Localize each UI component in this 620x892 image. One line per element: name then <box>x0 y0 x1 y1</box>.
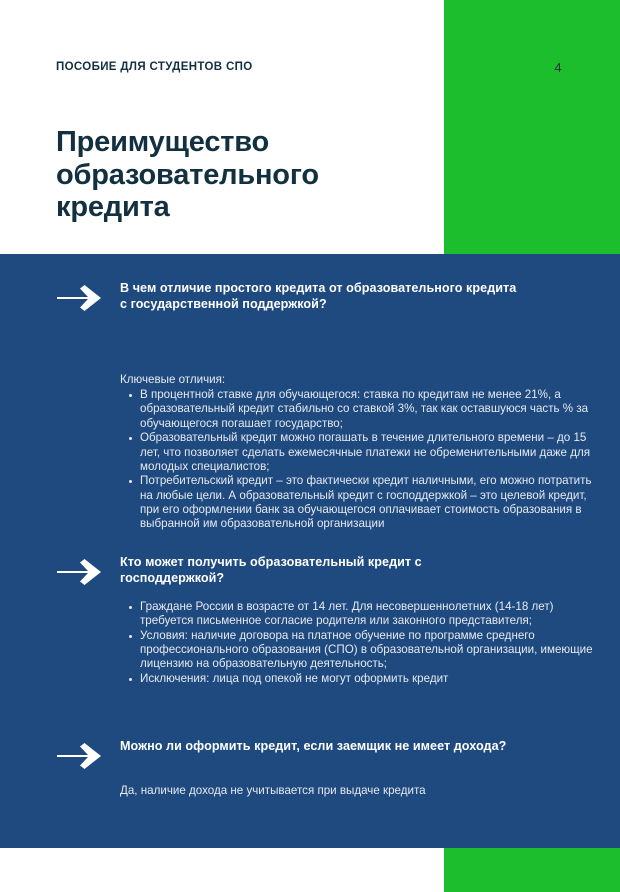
list-item: Условия: наличие договора на платное обучение по программе среднего профессионального образования (СПО) в образовательной организации, имеющие лицензию на образовательную деятельность; <box>140 629 604 672</box>
qa-answer <box>120 784 604 798</box>
qa-question: Кто может получить образовательный кредит с господдержкой? <box>120 555 422 585</box>
list-item: В процентной ставке для обучающегося: ставка по кредитам не менее 21%, а образовательный кредит стабильно со ставкой 3%, так как оставшуюся часть % за обучающегося погашает государство; <box>140 388 604 431</box>
page-title: Преимущество образовательного кредита <box>56 126 319 223</box>
qa-answer <box>120 373 604 532</box>
green-accent-block-top <box>444 0 620 254</box>
list-item: Образовательный кредит можно погашать в течение длительного времени – до 15 лет, что позволяет сделать ежемесячные платежи не обременительными даже для молодых специалистов; <box>140 431 604 474</box>
qa-answer <box>120 600 604 687</box>
list-item: Потребительский кредит – это фактически кредит наличными, его можно потратить на любые цели. А образовательный кредит с господдержкой – это целевой кредит, при его оформлении банк за обучающегося оплачивает стоимость образования в выбранной им образовательной организации <box>140 474 604 531</box>
arrow-right-icon <box>56 283 104 313</box>
arrow-right-icon <box>56 557 104 587</box>
arrow-right-icon <box>56 741 104 771</box>
list-item: Граждане России в возрасте от 14 лет. Для несовершеннолетних (14-18 лет) требуется письменное согласие родителя или законного представителя; <box>140 600 604 628</box>
qa-answer-intro: Ключевые отличия: <box>120 373 226 386</box>
qa-bullet-list <box>120 600 604 686</box>
qa-question: Можно ли оформить кредит, если заемщик не имеет дохода? <box>120 739 507 753</box>
list-item: Исключения: лица под опекой не могут оформить кредит <box>140 672 604 686</box>
green-accent-block-bottom <box>444 848 620 892</box>
qa-section <box>0 254 620 848</box>
page-number: 4 <box>554 60 562 75</box>
qa-bullet-list <box>120 388 604 531</box>
qa-question: В чем отличие простого кредита от образовательного кредита с государственной поддержкой? <box>120 281 517 311</box>
qa-answer-text: Да, наличие дохода не учитывается при выдаче кредита <box>120 784 426 797</box>
document-eyebrow-label: ПОСОБИЕ ДЛЯ СТУДЕНТОВ СПО <box>56 61 253 73</box>
